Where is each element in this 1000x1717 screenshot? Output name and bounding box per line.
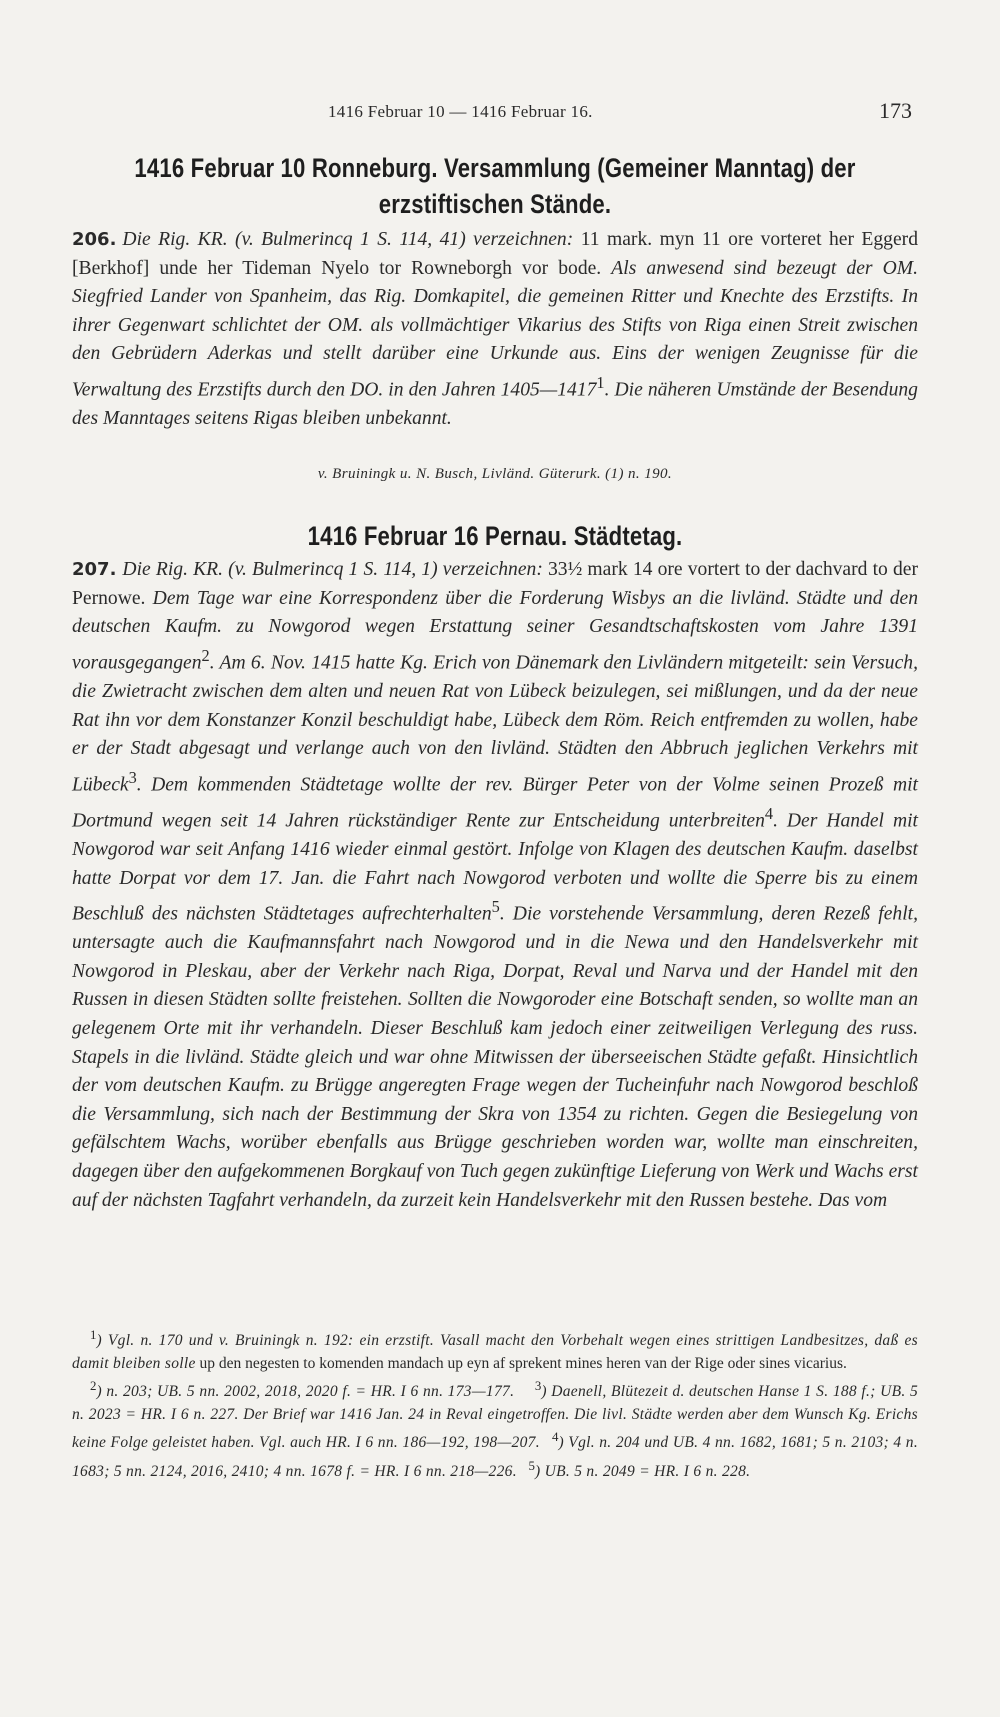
section-206-body xyxy=(72,226,918,434)
entry-207-text-3: . Dem kommenden Städtetage wollte der rev. Bürger Peter von der Volme seinen Prozeß mit Dortmund wegen seit 14 Jahren rückständiger Rente zur Entscheidung unterbreiten xyxy=(72,774,918,832)
footnote-3-text: ) Daenell, Blütezeit d. deutschen Hanse 1 S. 188 f.; UB. 5 n. 2023 = HR. I 6 n. 227. Der Brief war 1416 Jan. 24 in Reval eingetroffen. Die livl. Städte werden aber dem Wunsch Kg. Erichs keine Folge geleistet haben. Vgl. auch HR. I 6 nn. 186—192, 198—207. xyxy=(72,1383,918,1452)
entry-207-text-4: . Der Handel mit Nowgorod war seit Anfang 1416 wieder einmal gestört. Infolge von Klagen des deutschen Kaufm. daselbst hatte Dorpat vor dem 17. Jan. die Fahrt nach Nowgorod verboten und wollte die Sperre bis zu einem Beschluß des nächsten Städtetages aufrechterhalten xyxy=(72,810,918,925)
section-207-body xyxy=(72,556,918,1215)
entry-207-text-5: . Die vorstehende Versammlung, deren Rezeß fehlt, untersagte auch die Kaufmannsfahrt nach Nowgorod und in die Newa und den Handelsverkehr mit Nowgorod in Pleskau, aber der Verkehr nach Riga, Dorpat, Reval und Narva und der Handel mit den Russen in diesen Städten sollte freistehen. Sollten die Nowgoroder eine Botschaft senden, so wollte man an gelegenem Orte mit ihr verhandeln. Dieser Beschluß kam jedoch einer zeitweiligen Verlegung des russ. Stapels in die livländ. Städte gleich und war ohne Mitwissen der überseeischen Städte gefaßt. Hinsichtlich der vom deutschen Kaufm. zu Brügge angeregten Frage wegen der Tucheinfuhr nach Nowgorod beschloß die Versammlung, sich nach der Bestimmung der Skra von 1354 zu richten. Gegen die Besiegelung von gefälschtem Wachs, worüber ebenfalls aus Brügge geschrieben worden war, wollte man einschreiten, dagegen über den aufgekommenen Borgkauf von Tuch gegen zukünftige Lieferung von Werk und Wachs erst auf der nächsten Tagfahrt verhandeln, da zurzeit kein Handelsverkehr mit den Russen bestehe. Das vom xyxy=(72,903,919,1211)
footnote-ref-5: 5 xyxy=(491,897,500,917)
entry-207-quote: 33½ mark 14 ore vortert to der dachvard to der Pernowe. xyxy=(72,559,918,609)
footnote-ref-2: 2 xyxy=(201,645,210,665)
entry-206-text-end: . Die näheren Umstände der Besendung des Manntages seitens Rigas bleiben unbekannt. xyxy=(72,379,918,430)
entry-206-source: v. Bruiningk u. N. Busch, Livländ. Güterurk. (1) n. 190. xyxy=(317,466,673,482)
entry-207-text-2: . Am 6. Nov. 1415 hatte Kg. Erich von Dänemark den Livländern mitgeteilt: sein Versuch, die Zwietracht zwischen dem alten und neuen Rat von Lübeck beizulegen, sei mißlungen, und da der neue Rat ihn vor dem Konstanzer Konzil beschuldigt habe, Lübeck dem Röm. Reich entfremden zu wollen, habe er der Stadt abgesagt und verlange auch von den livländ. Städten den Abbruch jeglichen Verkehrs mit Lübeck xyxy=(72,652,918,796)
entry-207-source-ref: Die Rig. KR. (v. Bulmerincq 1 S. 114, 1) verzeichnen: xyxy=(122,559,543,580)
footnote-ref-1: 1 xyxy=(596,372,605,392)
section-206-heading-line1: 1416 Februar 10 Ronneburg. Versammlung (Gemeiner Manntag) der xyxy=(134,153,856,183)
footnote-5-text: ) UB. 5 n. 2049 = HR. I 6 n. 228. xyxy=(534,1463,751,1481)
footnote-1-mark: 1 xyxy=(90,1327,97,1342)
entry-206-source-ref: Die Rig. KR. (v. Bulmerincq 1 S. 114, 41) verzeichnen: xyxy=(122,229,574,250)
page-number: 173 xyxy=(879,98,912,123)
footnote-ref-3: 3 xyxy=(128,767,137,787)
entry-206-quote: 11 mark. myn 11 ore vorteret her Eggerd [Berkhof] unde her Tideman Nyelo tor Rowneborgh vor bode. xyxy=(72,229,918,279)
section-206-heading-line2: erzstiftischen Stände. xyxy=(378,189,612,219)
footnote-1 xyxy=(72,1324,918,1375)
footnotes xyxy=(72,1324,918,1484)
entry-206-text: Als anwesend sind bezeugt der OM. Siegfried Lander von Spanheim, das Rig. Domkapitel, die gemeinen Ritter und Knechte des Erzstifts. In ihrer Gegenwart schlichtet der OM. als vollmächtiger Vikarius des Stifts von Riga einen Streit zwischen den Gebrüdern Aderkas und stellt darüber eine Urkunde aus. Eins der wenigen Zeugnisse für die Verwaltung des Erzstifts durch den DO. in den Jahren 1405—1417 xyxy=(72,257,919,401)
footnote-1-quote: up den negesten to komenden mandach up eyn af sprekent mines heren van der Rige oder sines vicarius. xyxy=(195,1354,847,1372)
footnote-2-text: ) n. 203; UB. 5 nn. 2002, 2018, 2020 f. = HR. I 6 nn. 173—177. xyxy=(96,1383,515,1401)
footnote-2-3 xyxy=(72,1375,918,1483)
footnote-4-mark: 4 xyxy=(552,1429,559,1445)
entry-number-206: 206. xyxy=(72,229,117,250)
footnote-4-text: ) Vgl. n. 204 und UB. 4 nn. 1682, 1681; 5 n. 2103; 4 n. 1683; 5 nn. 2124, 2016, 2410; 4 nn. 1678 f. = HR. I 6 nn. 218—226. xyxy=(72,1434,918,1481)
running-head-dates: 1416 Februar 10 — 1416 Februar 16. xyxy=(328,102,593,121)
entry-number-207: 207. xyxy=(72,559,117,580)
footnote-ref-4: 4 xyxy=(764,803,774,823)
footnote-3-mark: 3 xyxy=(534,1378,542,1394)
footnote-2-mark: 2 xyxy=(90,1378,97,1394)
section-207-heading: 1416 Februar 16 Pernau. Städtetag. xyxy=(307,521,683,551)
entry-207-text-1: Dem Tage war eine Korrespondenz über die Forderung Wisbys an die livländ. Städte und den deutschen Kaufm. zu Nowgorod wegen Erstattung seiner Gesandtschaftskosten vom Jahre 1391 vorausgegangen xyxy=(72,587,919,674)
footnote-5-mark: 5 xyxy=(528,1457,535,1473)
footnote-1-text: ) Vgl. n. 170 und v. Bruiningk n. 192: ein erzstift. Vasall macht den Vorbehalt wegen eines strittigen Landbesitzes, daß es damit bleiben solle xyxy=(72,1332,918,1372)
section-206-heading xyxy=(73,150,918,222)
running-head xyxy=(72,98,918,128)
